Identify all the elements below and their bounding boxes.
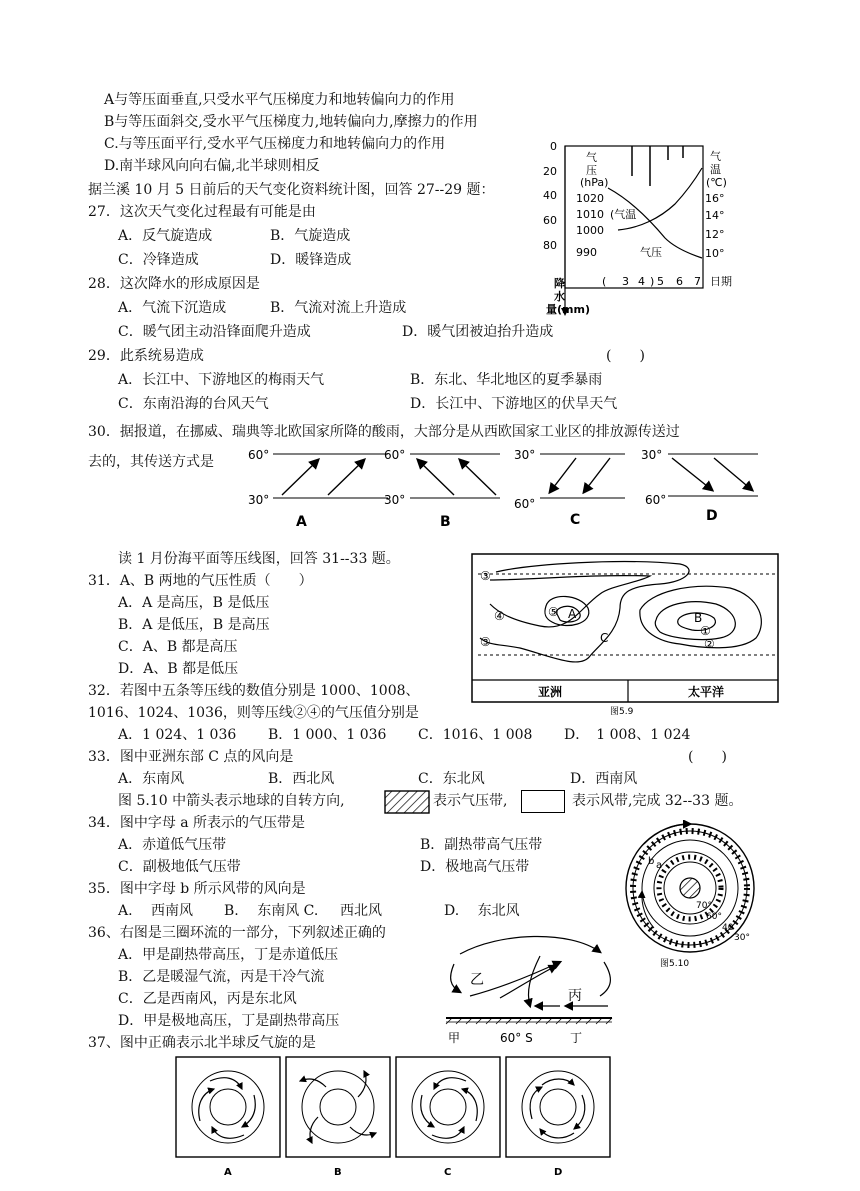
svg-text:60°: 60° bbox=[248, 448, 270, 462]
q37-option-c-diagram bbox=[396, 1057, 500, 1157]
svg-text:40: 40 bbox=[722, 923, 734, 933]
legend-text-3: 表示风带,完成 32--33 题。 bbox=[572, 793, 743, 809]
temp-tick: 12° bbox=[705, 228, 725, 241]
belt-label-a: a bbox=[656, 860, 663, 871]
q27-option-c: C．冷锋造成 bbox=[118, 252, 199, 268]
q33-option-a: A．东南风 bbox=[118, 771, 185, 787]
q31-option-a: A．A 是高压，B 是低压 bbox=[118, 595, 270, 611]
temp-curve-label: (气温 bbox=[610, 208, 637, 221]
q29-option-d: D．长江中、下游地区的伏旱天气 bbox=[410, 396, 618, 412]
pressure-tick: 990 bbox=[576, 246, 597, 259]
q37-label-a: A bbox=[224, 1167, 232, 1178]
q37-option-a-diagram bbox=[176, 1057, 280, 1157]
weather-chart bbox=[540, 138, 745, 318]
svg-text:温: 温 bbox=[710, 163, 721, 176]
q29-paren: ( ) bbox=[606, 348, 645, 364]
intro-27-29: 据兰溪 10 月 5 日前后的天气变化资料统计图，回答 27--29 题： bbox=[88, 182, 495, 198]
svg-text:60°: 60° bbox=[384, 448, 406, 462]
q29-stem: 29．此系统易造成 bbox=[88, 348, 204, 364]
q29-option-c: C．东南沿海的台风天气 bbox=[118, 396, 269, 412]
q27-option-a: A．反气旋造成 bbox=[118, 228, 213, 244]
circ-label-jia: 甲 bbox=[448, 1031, 461, 1045]
q37-label-d: D bbox=[554, 1167, 563, 1178]
map-caption: 图5.9 bbox=[610, 707, 634, 717]
q28-option-b: B．气流对流上升造成 bbox=[270, 300, 407, 316]
q32-stem: 32．若图中五条等压线的数值分别是 1000、1008、 bbox=[88, 683, 420, 699]
point-a-label: A bbox=[568, 607, 577, 621]
pressure-tick: 1010 bbox=[576, 208, 604, 221]
q37-label-c: C bbox=[444, 1167, 452, 1178]
circ-label-bing: 丙 bbox=[568, 988, 582, 1004]
pressure-tick: 1000 bbox=[576, 224, 604, 237]
svg-text:30°: 30° bbox=[734, 933, 750, 943]
q32-option-a: A．1 024、1 036 bbox=[118, 727, 237, 743]
point-b-label: B bbox=[694, 611, 703, 625]
three-cell-circulation-figure bbox=[440, 926, 620, 1048]
q37-option-d-diagram bbox=[506, 1057, 610, 1157]
date-tick: 6 bbox=[676, 275, 683, 288]
precip-tick: 60 bbox=[543, 214, 557, 227]
belt-caption: 图5.10 bbox=[660, 959, 690, 969]
pressure-belt-legend-swatch bbox=[384, 790, 430, 814]
q27-option-b: B．气旋造成 bbox=[270, 228, 351, 244]
pressure-tick: 1020 bbox=[576, 192, 604, 205]
q32-option-c: C．1016、1 008 bbox=[418, 727, 533, 743]
circ-label-lat: 60° S bbox=[500, 1031, 533, 1045]
svg-text:60°: 60° bbox=[514, 497, 536, 511]
q31-option-d: D．A、B 都是低压 bbox=[118, 661, 239, 677]
q26-option-b: B与等压面斜交,受水平气压梯度力,地转偏向力,摩擦力的作用 bbox=[104, 114, 478, 130]
q34-option-c: C．副极地低气压带 bbox=[118, 859, 241, 875]
land-label: 亚洲 bbox=[538, 685, 563, 699]
sea-label: 太平洋 bbox=[688, 685, 725, 699]
svg-text:60°: 60° bbox=[645, 493, 667, 507]
pressure-wind-belt-figure bbox=[614, 820, 774, 980]
q34-option-b: B．副热带高气压带 bbox=[420, 837, 543, 853]
q36-stem: 36、右图是三圈环流的一部分，下列叙述正确的 bbox=[88, 925, 386, 941]
svg-text:(hPa): (hPa) bbox=[580, 176, 609, 189]
q32-option-d: D． 1 008、1 024 bbox=[564, 727, 691, 743]
legend-text-2: 表示气压带, bbox=[433, 793, 508, 809]
q33-option-b: B．西北风 bbox=[268, 771, 335, 787]
point-c-label: C bbox=[600, 631, 609, 645]
q26-option-a: A与等压面垂直,只受水平气压梯度力和地转偏向力的作用 bbox=[104, 92, 455, 108]
q31-stem: 31．A、B 两地的气压性质（ ） bbox=[88, 573, 313, 589]
q32-option-b: B．1 000、1 036 bbox=[268, 727, 387, 743]
temp-tick: 14° bbox=[705, 209, 725, 222]
q28-option-c: C．暖气团主动沿锋面爬升造成 bbox=[118, 324, 311, 340]
q35-option-a: A. 西南风 bbox=[118, 903, 194, 919]
svg-text:量(mm): 量(mm) bbox=[546, 303, 590, 316]
q30-stem2: 去的，其传送方式是 bbox=[88, 454, 214, 470]
svg-text:气: 气 bbox=[710, 150, 721, 163]
belt-label-b: b bbox=[648, 856, 655, 867]
svg-text:降: 降 bbox=[554, 277, 565, 290]
precip-tick: 20 bbox=[543, 165, 557, 178]
svg-text:压: 压 bbox=[586, 164, 597, 177]
q37-option-b-diagram bbox=[286, 1057, 390, 1157]
q34-option-a: A．赤道低气压带 bbox=[118, 837, 227, 853]
svg-text:③: ③ bbox=[480, 569, 491, 583]
q28-option-a: A．气流下沉造成 bbox=[118, 300, 227, 316]
svg-text:30°: 30° bbox=[384, 493, 406, 507]
svg-text:④: ④ bbox=[494, 609, 505, 623]
q36-option-d: D．甲是极地高压，丁是副热带高压 bbox=[118, 1013, 340, 1029]
svg-text:30°: 30° bbox=[248, 493, 270, 507]
q33-stem: 33．图中亚洲东部 C 点的风向是 bbox=[88, 749, 294, 765]
svg-text:60°: 60° bbox=[706, 912, 722, 922]
svg-text:(℃): (℃) bbox=[706, 176, 727, 189]
q32-stem2: 1016、1024、1036，则等压线②④的气压值分别是 bbox=[88, 705, 419, 721]
q35-option-c: 西北风 bbox=[340, 903, 382, 919]
q30-label-a: A bbox=[296, 514, 307, 530]
precip-tick: 40 bbox=[543, 189, 557, 202]
circ-label-yi: 乙 bbox=[470, 972, 484, 988]
svg-text:③: ③ bbox=[480, 635, 491, 649]
date-label: 日期 bbox=[710, 275, 732, 288]
legend-text-1: 图 5.10 中箭头表示地球的自转方向, bbox=[118, 793, 345, 809]
svg-text:30°: 30° bbox=[641, 448, 663, 462]
svg-text:①: ① bbox=[700, 624, 711, 638]
q36-option-a: A．甲是副热带高压，丁是赤道低压 bbox=[118, 947, 339, 963]
date-tick: 7 bbox=[694, 275, 701, 288]
q26-option-c: C.与等压面平行,受水平气压梯度力和地转偏向力的作用 bbox=[104, 136, 446, 152]
temp-tick: 10° bbox=[705, 247, 725, 260]
svg-text:(: ( bbox=[602, 275, 607, 288]
q27-stem: 27．这次天气变化过程最有可能是由 bbox=[88, 204, 316, 220]
svg-text:30°: 30° bbox=[514, 448, 536, 462]
q30-label-b: B bbox=[440, 514, 451, 530]
q34-stem: 34．图中字母 a 所表示的气压带是 bbox=[88, 815, 306, 831]
q36-option-b: B．乙是暖湿气流，丙是干冷气流 bbox=[118, 969, 325, 985]
svg-text:70°: 70° bbox=[696, 901, 712, 911]
svg-text:⑤: ⑤ bbox=[548, 605, 559, 619]
q30-label-d: D bbox=[706, 508, 718, 524]
date-tick: 3 bbox=[622, 275, 629, 288]
circ-label-ding: 丁 bbox=[570, 1031, 583, 1045]
q34-option-d: D．极地高气压带 bbox=[420, 859, 530, 875]
date-tick: 4 bbox=[638, 275, 645, 288]
svg-text:②: ② bbox=[704, 637, 715, 651]
q33-paren: ( ) bbox=[688, 749, 727, 765]
q27-option-d: D．暖锋造成 bbox=[270, 252, 352, 268]
q35-option-d: D. 东北风 bbox=[444, 903, 520, 919]
q31-option-b: B．A 是低压，B 是高压 bbox=[118, 617, 270, 633]
intro-31-33: 读 1 月份海平面等压线图，回答 31--33 题。 bbox=[118, 551, 400, 567]
svg-text:水: 水 bbox=[554, 290, 565, 303]
q35-stem: 35．图中字母 b 所示风带的风向是 bbox=[88, 881, 306, 897]
q28-stem: 28．这次降水的形成原因是 bbox=[88, 276, 260, 292]
q29-option-a: A．长江中、下游地区的梅雨天气 bbox=[118, 372, 325, 388]
q33-option-c: C．东北风 bbox=[418, 771, 485, 787]
precip-tick: 0 bbox=[550, 140, 557, 153]
q37-cyclone-options bbox=[170, 1055, 620, 1180]
q28-option-d: D．暖气团被迫抬升造成 bbox=[402, 324, 554, 340]
svg-text:气: 气 bbox=[586, 151, 597, 164]
q36-option-c: C．乙是西南风，丙是东北风 bbox=[118, 991, 297, 1007]
q33-option-d: D．西南风 bbox=[570, 771, 638, 787]
isobar-map bbox=[470, 552, 782, 718]
q26-option-d: D.南半球风向向右偏,北半球则相反 bbox=[104, 158, 320, 174]
precip-tick: 80 bbox=[543, 239, 557, 252]
svg-text:): ) bbox=[650, 275, 655, 288]
date-tick: 5 bbox=[657, 275, 664, 288]
q29-option-b: B．东北、华北地区的夏季暴雨 bbox=[410, 372, 603, 388]
q37-stem: 37、图中正确表示北半球反气旋的是 bbox=[88, 1035, 316, 1051]
q30-stem: 30．据报道，在挪威、瑞典等北欧国家所降的酸雨，大部分是从西欧国家工业区的排放源传送过 bbox=[88, 424, 680, 440]
q31-option-c: C．A、B 都是高压 bbox=[118, 639, 238, 655]
temp-tick: 16° bbox=[705, 192, 725, 205]
q35-option-b: B. 东南风 C. bbox=[224, 903, 319, 919]
q30-label-c: C bbox=[570, 512, 581, 528]
wind-belt-legend-swatch bbox=[521, 790, 565, 813]
q37-label-b: B bbox=[334, 1167, 342, 1178]
pressure-curve-label: 气压 bbox=[640, 246, 662, 259]
q30-arrow-options bbox=[240, 440, 780, 535]
